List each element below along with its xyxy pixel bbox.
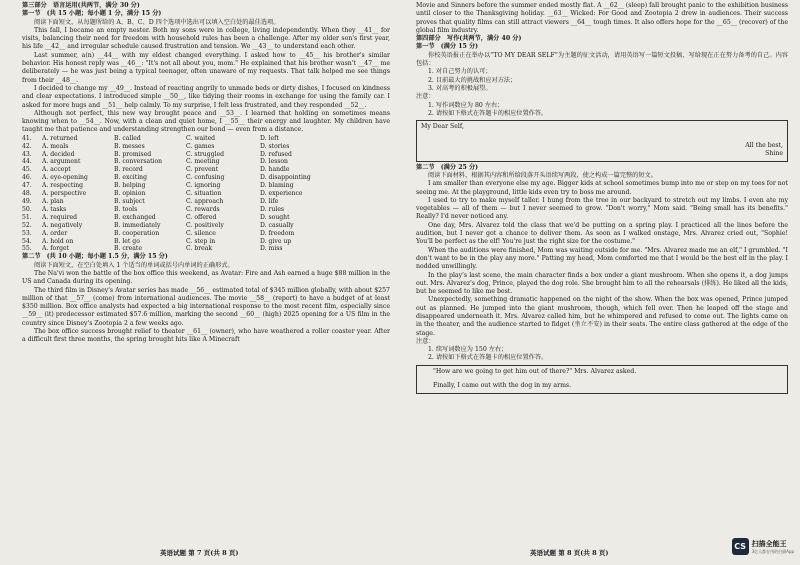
option-choice: C. ignoring: [186, 182, 221, 190]
option-choice: C. positively: [186, 221, 224, 229]
writing2-instruction: 阅读下面材料，根据其内容和所给段落开头语续写两段，使之构成一篇完整的短文。: [428, 171, 657, 179]
passage-p1: This fall, I became an empty nester. Both my sons were in college, living independently. When they __41__ for visits, balancing their need for freedom with household rules has been a challenge. After my older son's first year, his life __42__ and irregular schedule caused frustration and tension. We __43__ to understand each other.: [22, 26, 390, 51]
option-choice: A. tasks: [42, 205, 67, 213]
story-p4: When the auditions were finished, Mom was waiting outside for me. "Mrs. Alvarez made me an elf," I grumbled. "I don't want to be in the play any more." Patting my head, Mom comforted me that I would be the best elf in the play. I nodded unwillingly.: [416, 246, 788, 271]
page-footer-8: 英语试题 第 8 页(共 8 页): [530, 549, 609, 557]
option-choice: C. step in: [186, 237, 216, 245]
option-choice: C. waited: [186, 134, 216, 142]
option-choice: C. silence: [186, 229, 216, 237]
option-number: 43.: [22, 150, 32, 158]
passage-p3: I decided to change my __49__. Instead of reacting angrily to unmade beds or dirty dishes, I focused on kindness and clear expectations. I introduced simple __50__, like tidying their rooms in exchange for using the family car. I asked for more hugs and __51__ help calmly. To my surprise, I felt less frustrated, and they responded __52__.: [22, 84, 390, 109]
writing2-note-1: 1. 续写词数应为 150 左右；: [428, 346, 508, 354]
camscanner-watermark: [732, 538, 794, 555]
option-choice: B. create: [114, 245, 142, 253]
page-8: [400, 0, 800, 565]
option-choice: A. forget: [42, 245, 70, 253]
option-choice: B. record: [114, 166, 143, 174]
option-number: 44.: [22, 158, 32, 166]
option-choice: D. freedom: [260, 229, 295, 237]
part4-title: 第四部分 写作(共两节，满分 40 分): [416, 35, 522, 43]
writing1-instruction: 你校英语报正在举办以“TO MY DEAR SELF”为主题的征文活动，请用英语写一篇短文投稿，写给现在正在努力备考的自己。内容包括：: [416, 51, 788, 68]
option-choice: B. helping: [114, 182, 146, 190]
option-choice: D. refused: [260, 150, 292, 158]
cloze-p1: The Na'vi won the battle of the box office this weekend, as Avatar: Fire and Ash earned a huge $88 million in the US and Canada during its opening.: [22, 269, 390, 286]
sec2-title: 第二节 (共 10 小题；每小题 1.5 分，满分 15 分): [22, 253, 168, 261]
cloze-continued: Movie and Sinners before the summer ended mostly flat. A __62__ (sleep) fall brought panic to the exhibition business until closer to the Thanksgiving holiday. __63__ Wicked: For Good and Zootopia 2 drew in audiences. Their success proves that quality films can still attract viewers __64__ tough times. It also offers hope for the __65__ (recover) of the global film industry.: [416, 2, 788, 34]
option-number: 50.: [22, 205, 32, 213]
sec1-instruction: 阅读下面短文，从每题所给的 A、B、C、D 四个选项中选出可以填入空白处的最佳选项。: [34, 18, 280, 26]
option-number: 46.: [22, 174, 32, 182]
option-choice: B. cooperation: [114, 229, 160, 237]
option-choice: A. order: [42, 229, 68, 237]
cloze-p2: The third film in Disney's Avatar series has made __56__ estimated total of $345 million globally, with about $257 million of that __57__ (come) from international audiences. The movie __58__ (report) to have a budget of at least $350 million. Box office analysts had expected a big international response to the most recent film, especially since __59__ (it) predecessor estimated $57.6 million, marking the second __60__ (high) 2025 opening for a US film in the country since Disney's Zootopia 2 a few weeks ago.: [22, 286, 390, 327]
writing1-point-3: 3. 对高考的积极展望。: [428, 84, 492, 92]
option-choice: C. situation: [186, 190, 222, 198]
continuation-line-1: "How are we going to get him out of there?" Mrs. Alvarez asked.: [433, 367, 637, 375]
option-choice: B. opinion: [114, 190, 146, 198]
option-number: 51.: [22, 213, 32, 221]
camscanner-text: 扫描全能王: [751, 539, 787, 548]
option-choice: D. experience: [260, 190, 303, 198]
option-choice: C. break: [186, 245, 213, 253]
option-choice: B. messes: [114, 142, 145, 150]
notes-label-2: 注意：: [416, 337, 435, 345]
story-p6: Unexpectedly, something dramatic happened on the night of the show. When the box was opened, Prince jumped out as planned. He jumped into the giant mushroom, though, which fell over. Then he leaped off the stage and disappeared underneath it. Mrs. Alvarez called him, but he whimpered and refused to come out. The lights came on in the theater, and the audience started to fidget (坐立不安) in their seats. The entire class gathered at the edge of the stage.: [416, 296, 788, 337]
writing1-point-2: 2. 目前最大的挑战和应对方法；: [428, 76, 517, 84]
sec1-title: 第一节 (共 15 小题；每小题 1 分，满分 15 分): [22, 10, 162, 18]
option-choice: D. handle: [260, 166, 290, 174]
camscanner-subtitle: 3亿人都在用的扫描App: [751, 548, 794, 554]
option-choice: C. approach: [186, 198, 224, 205]
option-number: 41.: [22, 134, 32, 142]
section-title: 第三部分 语言运用(共两节，满分 30 分): [22, 2, 140, 9]
writing2-title: 第二节 (满分 25 分): [416, 163, 479, 171]
page-footer: 英语试题 第 7 页(共 8 页): [160, 549, 239, 557]
option-choice: A. perspective: [42, 190, 87, 198]
option-choice: A. returned: [42, 134, 78, 142]
option-choice: D. disappointing: [260, 174, 311, 182]
option-choice: A. plan: [42, 198, 64, 205]
writing2-note-2: 2. 请按如下格式在答题卡的相应位置作答。: [428, 354, 548, 362]
option-choice: B. subject: [114, 198, 145, 205]
option-choice: D. left: [260, 134, 279, 142]
story-p3: One day, Mrs. Alvarez told the class that we'd be putting on a spring play. I practiced all the lines before the audition, but I never got a chance to deliver them. As soon as I walked onstage, Mrs. Alvarez cried out, "Sophie! You'll be perfect as the elf! You're just the right size for the costume.": [416, 221, 788, 246]
option-choice: A. eye-opening: [42, 174, 88, 182]
option-choice: C. confusing: [186, 174, 225, 182]
letter-closing: All the best,: [745, 141, 783, 149]
option-number: 53.: [22, 229, 32, 237]
option-choice: D. give up: [260, 237, 292, 245]
option-choice: A. hold on: [42, 237, 74, 245]
option-number: 42.: [22, 142, 32, 150]
option-choice: D. blaming: [260, 182, 294, 190]
letter-greeting: My Dear Self,: [421, 123, 464, 131]
writing1-note-2: 2. 请按如下格式在答题卡的相应位置作答。: [428, 109, 548, 117]
notes-label: 注意：: [416, 93, 435, 101]
option-choice: C. struggled: [186, 150, 224, 158]
passage-p4: Although not perfect, this new way brought peace and __53__. I learned that holding on sometimes means knowing when to __54__. Now, with a clean and quiet home, I __55__ their energy and laughter. My children have taught me that patience and understanding strengthen our bond — even from a distance.: [22, 109, 390, 134]
option-number: 45.: [22, 166, 32, 174]
option-choice: B. immediately: [114, 221, 161, 229]
story-p5: In the play's last scene, the main character finds a box under a giant mushroom. When she opens it, a dog jumps out. Mrs. Alvarez's dog, Prince, played the dog role. She brought him to all the rehearsals (排练). He liked all the kids, but he seemed to like me best.: [416, 271, 788, 296]
option-choice: D. casually: [260, 221, 294, 229]
option-choice: D. stories: [260, 142, 290, 150]
option-choice: D. miss: [260, 245, 283, 253]
option-number: 54.: [22, 237, 32, 245]
option-choice: D. sought: [260, 213, 290, 221]
writing1-point-1: 1. 对自己努力的认可；: [428, 68, 492, 76]
story-p1: I am smaller than everyone else my age. Bigger kids at school sometimes bump into me or step on my toes for not seeing me. At the playground, little kids even try to boss me around.: [416, 180, 788, 196]
writing1-note-1: 1. 写作词数应为 80 左右；: [428, 101, 504, 109]
option-choice: A. required: [42, 213, 77, 221]
option-number: 47.: [22, 182, 32, 190]
option-number: 49.: [22, 198, 32, 205]
option-choice: C. meeting: [186, 158, 220, 166]
option-choice: C. offered: [186, 213, 217, 221]
option-choice: B. let go: [114, 237, 140, 245]
option-choice: A. meals: [42, 142, 69, 150]
story-p2: I used to try to make myself taller. I hung from the tree in our backyard to stretch out my limbs. I even ate my vegetables — all of them — but I never seemed to grow. "Don't worry," Mom said. "Being small has its benefits." Really? I'd never noticed any.: [416, 196, 788, 221]
option-number: 48.: [22, 190, 32, 198]
writing1-title: 第一节 (满分 15 分): [416, 43, 479, 51]
option-choice: D. rules: [260, 205, 285, 213]
option-choice: B. promised: [114, 150, 152, 158]
option-number: 52.: [22, 221, 32, 229]
continuation-line-2: Finally, I came out with the dog in my arms.: [433, 382, 572, 390]
option-choice: A. respecting: [42, 182, 84, 190]
continuation-format-box: [416, 365, 788, 394]
option-choice: B. called: [114, 134, 141, 142]
letter-signature: Shine: [765, 150, 783, 158]
option-choice: D. life: [260, 198, 279, 205]
option-choice: B. conversation: [114, 158, 163, 166]
options-grid: [22, 135, 390, 254]
option-choice: B. exciting: [114, 174, 147, 182]
passage-p2: Last summer, a(n) __44__ with my eldest changed everything. I asked how to __45__ his brother's similar behavior. His honest reply was __46__: "It's not all about you, mom." He explained that his brother wasn't __47__ me deliberately — he was just being a typical teenager, often unaware of my requests. That talk helped me see things from their __48__.: [22, 51, 390, 84]
option-choice: C. prevent: [186, 166, 219, 174]
option-choice: C. games: [186, 142, 215, 150]
option-choice: B. tools: [114, 205, 138, 213]
cloze-p3: The box office success brought relief to theater __61__ (owner), who have weathered a roller coaster year. After a difficult first three months, the spring brought hits like A Minecraft: [22, 328, 390, 344]
option-number: 55.: [22, 245, 32, 253]
camscanner-logo: CS: [732, 538, 749, 555]
letter-format-box: [416, 120, 788, 162]
option-choice: A. decided: [42, 150, 75, 158]
option-choice: B. exchanged: [114, 213, 156, 221]
option-choice: C. rewards: [186, 205, 220, 213]
option-choice: D. lesson: [260, 158, 288, 166]
sec2-instruction: 阅读下面短文，在空白处填入 1 个适当的单词或括号内单词的正确形式。: [34, 261, 234, 269]
option-choice: A. argument: [42, 158, 81, 166]
option-choice: A. negatively: [42, 221, 83, 229]
option-choice: A. accept: [42, 166, 71, 174]
